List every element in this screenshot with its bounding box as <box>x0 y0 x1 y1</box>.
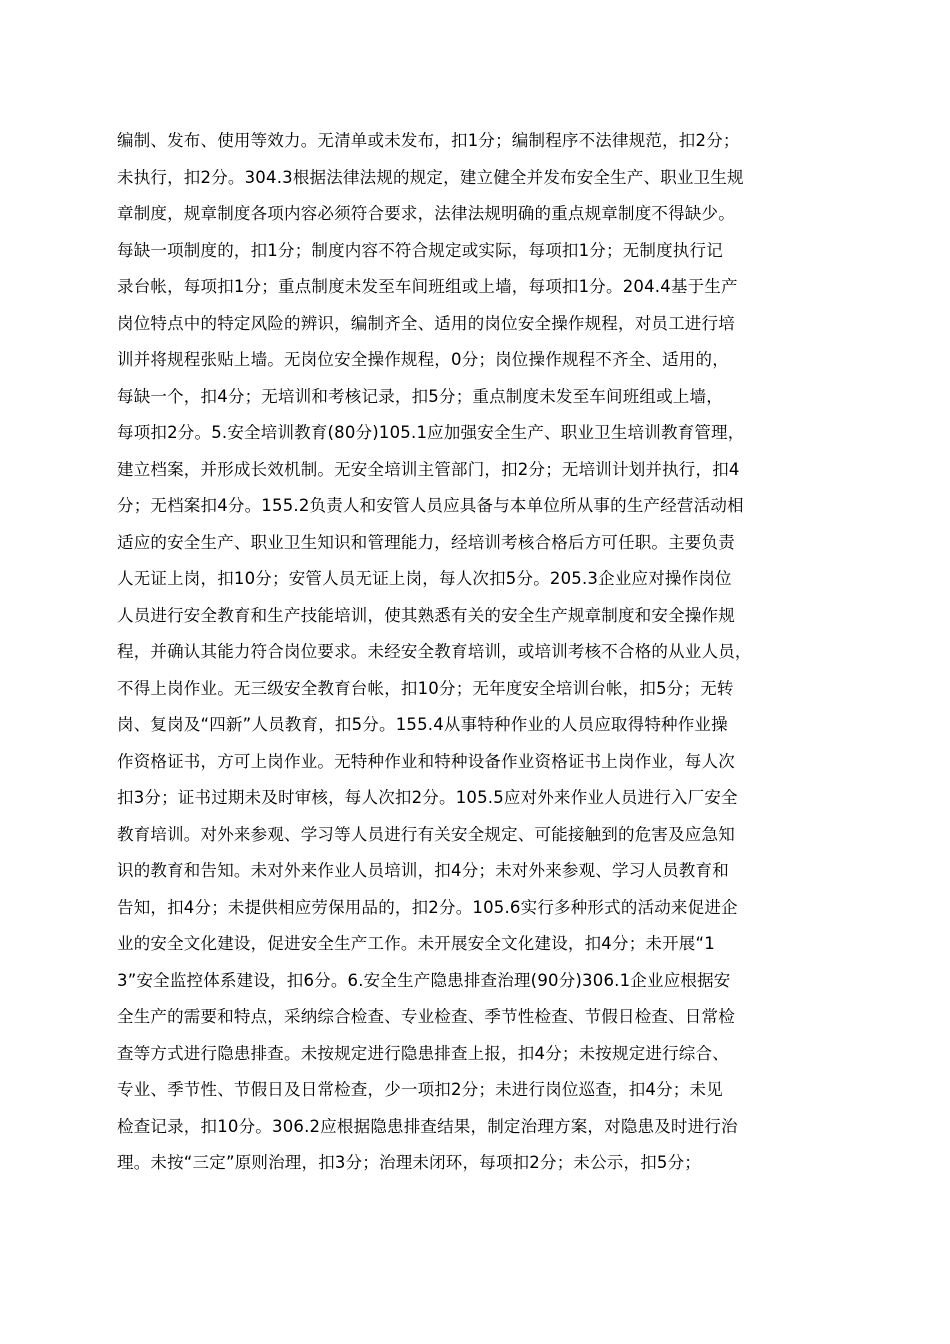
text-line: 不得上岗作业。无三级安全教育台帐，扣10分；无年度安全培训台帐，扣5分；无转 <box>117 678 734 698</box>
text-line: 程，并确认其能力符合岗位要求。未经安全教育培训，或培训考核不合格的从业人员， <box>117 642 752 661</box>
text-line: 理。未按“三定”原则治理，扣3分；治理未闭环，每项扣2分；未公示，扣5分； <box>117 1153 701 1172</box>
body-text <box>117 123 852 1182</box>
text-line: 未执行，扣2分。304.3根据法律法规的规定，建立健全并发布安全生产、职业卫生规 <box>117 167 744 187</box>
text-line: 每缺一项制度的，扣1分；制度内容不符合规定或实际，每项扣1分；无制度执行记 <box>117 240 723 260</box>
text-line: 每项扣2分。5.安全培训教育(80分)105.1应加强安全生产、职业卫生培训教育管理， <box>117 423 745 442</box>
text-line: 适应的安全生产、职业卫生知识和管理能力，经培训考核合格后方可任职。主要负责 <box>117 532 735 552</box>
text-line: 全生产的需要和特点，采纳综合检查、专业检查、季节性检查、节假日检查、日常检 <box>117 1007 735 1026</box>
text-line: 检查记录，扣10分。306.2应根据隐患排查结果，制定治理方案，对隐患及时进行治 <box>117 1116 738 1136</box>
text-line: 3”安全监控体系建设，扣6分。6.安全生产隐患排查治理(90分)306.1企业应根据安 <box>117 970 731 990</box>
text-line: 告知，扣4分；未提供相应劳保用品的，扣2分。105.6实行多种形式的活动来促进企 <box>117 897 738 917</box>
text-line: 建立档案，并形成长效机制。无安全培训主管部门，扣2分；无培训计划并执行，扣4 <box>117 459 740 479</box>
text-line: 章制度，规章制度各项内容必须符合要求，法律法规明确的重点规章制度不得缺少。 <box>117 204 735 223</box>
text-line: 作资格证书，方可上岗作业。无特种作业和特种设备作业资格证书上岗作业，每人次 <box>117 751 735 771</box>
text-line: 扣3分；证书过期未及时审核，每人次扣2分。105.5应对外来作业人员进行入厂安全 <box>117 788 738 807</box>
text-line: 人无证上岗，扣10分；安管人员无证上岗，每人次扣5分。205.3企业应对操作岗位 <box>117 569 732 588</box>
text-line: 编制、发布、使用等效力。无清单或未发布，扣1分；编制程序不法律规范，扣2分； <box>117 131 740 150</box>
text-line: 岗位特点中的特定风险的辨识，编制齐全、适用的岗位安全操作规程，对员工进行培 <box>117 313 735 333</box>
text-line: 训并将规程张贴上墙。无岗位安全操作规程，0分；岗位操作规程不齐全、适用的， <box>117 350 729 369</box>
text-line: 岗、复岗及“四新”人员教育，扣5分。155.4从事特种作业的人员应取得特种作业操 <box>117 715 728 734</box>
text-line: 业的安全文化建设，促进安全生产工作。未开展安全文化建设，扣4分；未开展“1 <box>117 934 715 953</box>
text-line: 人员进行安全教育和生产技能培训，使其熟悉有关的安全生产规章制度和安全操作规 <box>117 605 735 625</box>
text-line: 录台帐，每项扣1分；重点制度未发至车间班组或上墙，每项扣1分。204.4基于生产 <box>117 277 738 296</box>
text-line: 查等方式进行隐患排查。未按规定进行隐患排查上报，扣4分；未按规定进行综合、 <box>117 1043 729 1063</box>
text-line: 分；无档案扣4分。155.2负责人和安管人员应具备与本单位所从事的生产经营活动相 <box>117 496 744 515</box>
text-line: 识的教育和告知。未对外来作业人员培训，扣4分；未对外来参观、学习人员教育和 <box>117 861 729 880</box>
text-line: 教育培训。对外来参观、学习等人员进行有关安全规定、可能接触到的危害及应急知 <box>117 824 735 844</box>
text-line: 专业、季节性、节假日及日常检查，少一项扣2分；未进行岗位巡查，扣4分；未见 <box>117 1080 723 1099</box>
text-line: 每缺一个，扣4分；无培训和考核记录，扣5分；重点制度未发至车间班组或上墙， <box>117 386 723 406</box>
